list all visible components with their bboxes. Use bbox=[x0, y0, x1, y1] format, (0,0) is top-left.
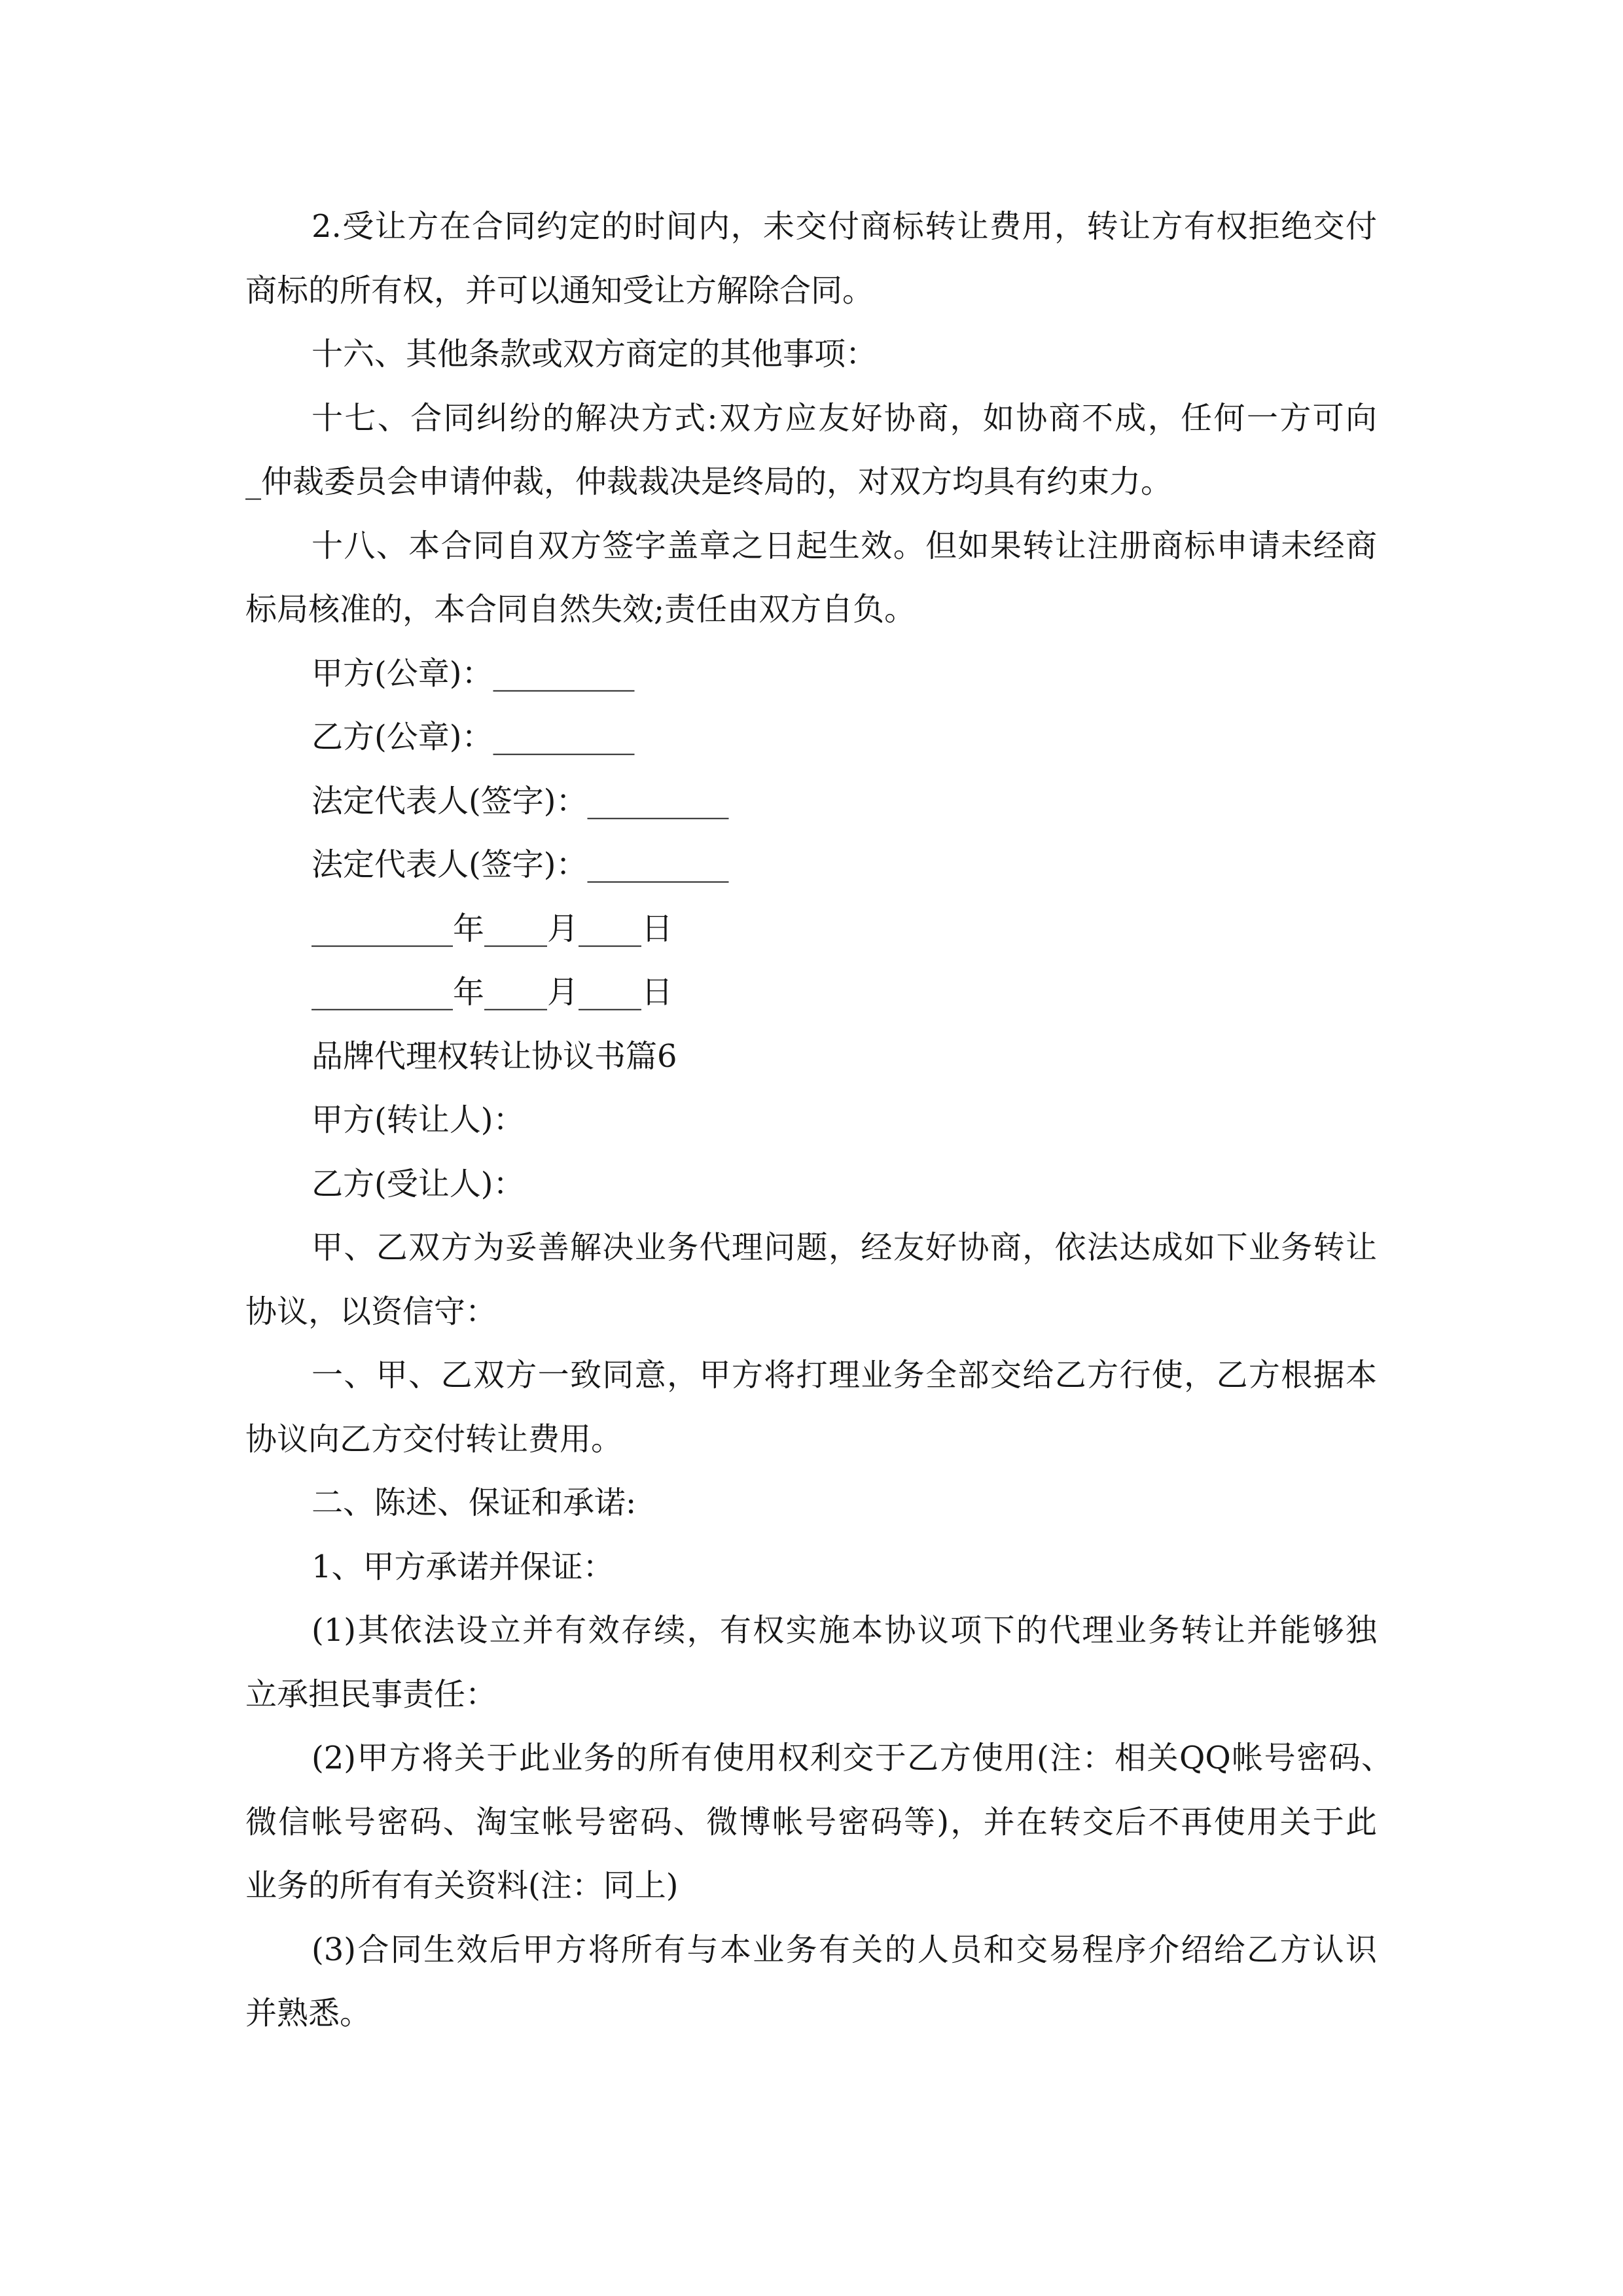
paragraph-line: 2.受让方在合同约定的时间内，未交付商标转让费用，转让方有权拒绝交付 bbox=[312, 208, 1377, 245]
party-a-line: 甲方(转让人)： bbox=[312, 1102, 525, 1138]
signature-blank: _________ bbox=[493, 719, 635, 755]
paragraph-line: (1)其依法设立并有效存续，有权实施本协议项下的代理业务转让并能够独 bbox=[312, 1612, 1377, 1649]
item-3-paragraph bbox=[245, 1918, 1377, 2046]
agreement-title: 品牌代理权转让协议书篇6 bbox=[312, 1037, 677, 1075]
subsection-1-heading bbox=[245, 1535, 1377, 1600]
signature-label: 甲方(公章)： bbox=[312, 655, 493, 692]
paragraph-line: 标局核准的，本合同自然失效;责任由双方自负。 bbox=[245, 591, 916, 628]
item-1-paragraph bbox=[245, 1599, 1377, 1727]
paragraph-line: (2)甲方将关于此业务的所有使用权利交于乙方使用(注：相关QQ帐号密码、 bbox=[312, 1740, 1393, 1776]
date-line: _________年____月____日 bbox=[312, 910, 673, 947]
agreement-6 bbox=[245, 1025, 1393, 2046]
article-2-heading bbox=[245, 1471, 1377, 1535]
signature-blank: _________ bbox=[587, 846, 729, 883]
paragraph-line: 立承担民事责任： bbox=[245, 1676, 497, 1713]
paragraph-line: 微信帐号密码、淘宝帐号密码、微博帐号密码等)，并在转交后不再使用关于此 bbox=[245, 1803, 1377, 1840]
document-page bbox=[245, 195, 1393, 2046]
signature-line-party-b-seal bbox=[245, 706, 1377, 770]
preamble-paragraph bbox=[245, 1216, 1377, 1344]
paragraph-line: (3)合同生效后甲方将所有与本业务有关的人员和交易程序介绍给乙方认识 bbox=[312, 1931, 1377, 1968]
paragraph-line: 协议，以资信守： bbox=[245, 1293, 497, 1330]
signature-line-legal-rep-1 bbox=[245, 770, 1377, 834]
article-1-paragraph bbox=[245, 1344, 1377, 1471]
paragraph-line: 一、甲、乙双方一致同意，甲方将打理业务全部交给乙方行使，乙方根据本 bbox=[312, 1357, 1377, 1393]
signature-blank: _________ bbox=[587, 782, 729, 819]
paragraph-line: 二、陈述、保证和承诺: bbox=[312, 1484, 637, 1521]
paragraph-line: 1、甲方承诺并保证： bbox=[312, 1548, 615, 1585]
clause-18-effectiveness bbox=[245, 514, 1377, 642]
paragraph-line: 十八、本合同自双方签字盖章之日起生效。但如果转让注册商标申请未经商 bbox=[312, 527, 1377, 564]
signature-line-legal-rep-2 bbox=[245, 833, 1377, 897]
signature-blank: _________ bbox=[493, 655, 635, 692]
clause-16-other-terms bbox=[245, 323, 1377, 387]
party-b-line: 乙方(受让人)： bbox=[312, 1165, 525, 1202]
paragraph-line: 十六、其他条款或双方商定的其他事项： bbox=[312, 336, 878, 372]
paragraph-line: 业务的所有有关资料(注：同上) bbox=[245, 1867, 679, 1904]
date-line: _________年____月____日 bbox=[312, 974, 673, 1011]
clause-17-dispute-resolution bbox=[245, 387, 1377, 514]
paragraph-line: 并熟悉。 bbox=[245, 1995, 372, 2032]
item-2-paragraph bbox=[245, 1727, 1393, 1918]
signature-line-party-a-seal bbox=[245, 642, 1377, 706]
clause-breach-of-payment bbox=[245, 195, 1377, 323]
paragraph-line: 协议向乙方交付转让费用。 bbox=[245, 1420, 623, 1458]
signature-label: 法定代表人(签字)： bbox=[312, 846, 588, 883]
signature-label: 乙方(公章)： bbox=[312, 719, 493, 755]
signature-label: 法定代表人(签字)： bbox=[312, 782, 588, 819]
paragraph-line: _仲裁委员会申请仲裁，仲裁裁决是终局的，对双方均具有约束力。 bbox=[245, 463, 1173, 500]
paragraph-line: 商标的所有权，并可以通知受让方解除合同。 bbox=[245, 272, 874, 309]
signature-block bbox=[245, 642, 1377, 1025]
paragraph-line: 甲、乙双方为妥善解决业务代理问题，经友好协商，依法达成如下业务转让 bbox=[312, 1229, 1377, 1266]
paragraph-line: 十七、合同纠纷的解决方式:双方应友好协商，如协商不成，任何一方可向 bbox=[312, 399, 1377, 437]
